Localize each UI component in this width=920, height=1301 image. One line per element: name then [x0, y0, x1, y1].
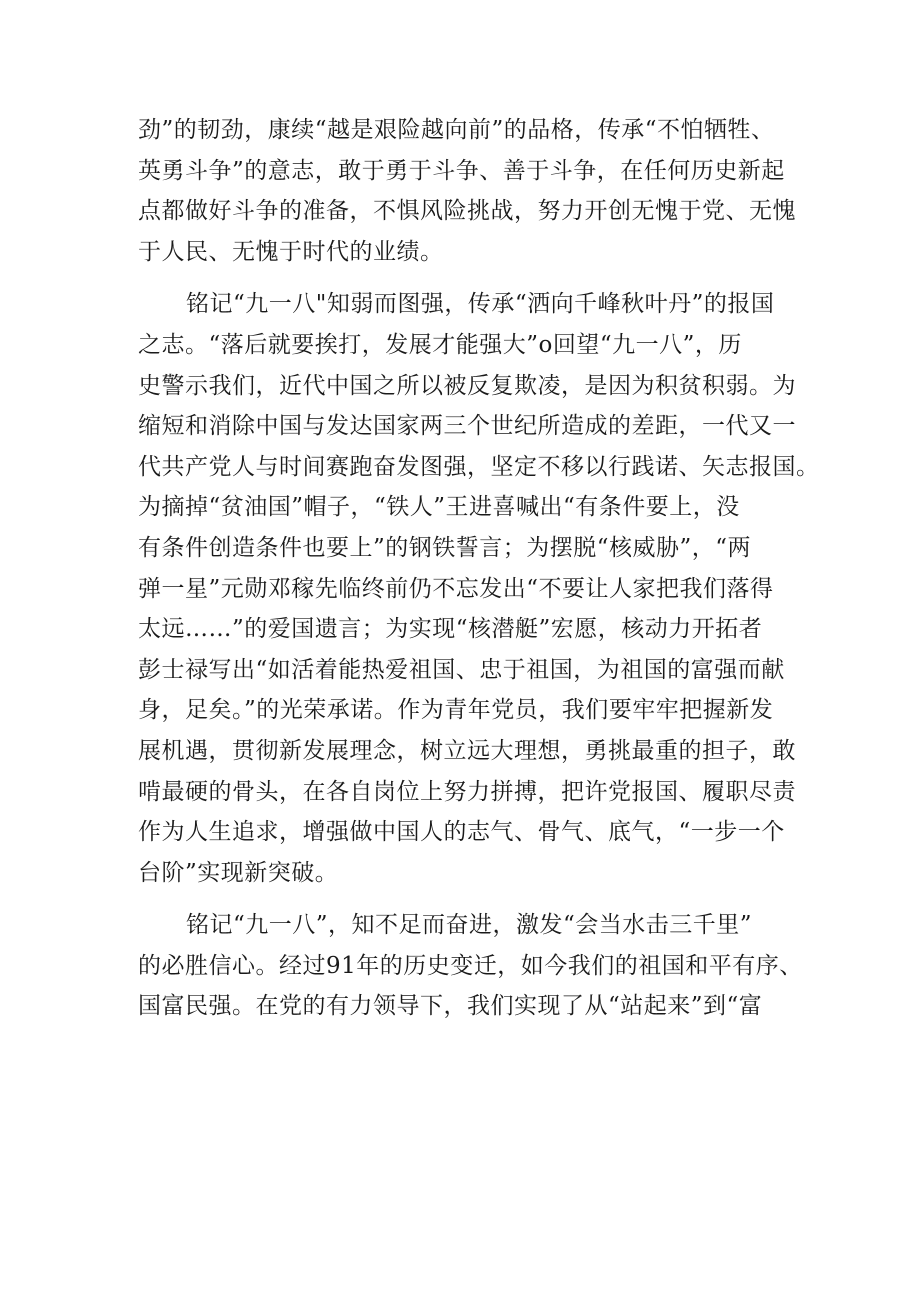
- text-line: 铭记“九一八"知弱而图强，传承“洒向千峰秋叶丹”的报国: [186, 291, 775, 318]
- text-line: 于人民、无愧于时代的业绩。: [138, 238, 444, 265]
- text-line: 点都做好斗争的准备，不惧风险挑战，努力开创无愧于党、无愧: [138, 198, 796, 225]
- text-line: 英勇斗争”的意志，敢于勇于斗争、善于斗争，在任何历史新起: [138, 157, 785, 184]
- text-line: 为摘掉“贫油国”帽子，“铁人”王进喜喊出“有条件要上，没: [138, 494, 740, 521]
- text-line: 缩短和消除中国与发达国家两三个世纪所造成的差距，一代又一: [138, 413, 796, 440]
- text-line: 有条件创造条件也要上”的钢铁誓言；为摆脱“核威胁”，“两: [138, 534, 752, 561]
- text-line: 之志。“落后就要挨打，发展才能强大”o回望“九一八”，历: [138, 331, 742, 358]
- text-line: 劲”的韧劲，康续“越是艰险越向前”的品格，传承“不怕牺牲、: [138, 117, 775, 143]
- document-body: [138, 110, 820, 1027]
- text-line: 弹一星”元勋邓稼先临终前仍不忘发出“不要让人家把我们落得: [138, 575, 774, 602]
- paragraph-3: [138, 905, 803, 1027]
- text-line: 啃最硬的骨头，在各自岗位上努力拼搏，把许党报国、履职尽责: [138, 778, 796, 805]
- text-line: 史警示我们，近代中国之所以被反复欺凌，是因为积贫积弱。为: [138, 372, 796, 399]
- paragraph-1: [138, 110, 798, 272]
- text-line: 身，足矣。”的光荣承诺。作为青年党员，我们要牢牢把握新发: [138, 697, 774, 724]
- text-line: 台阶”实现新突破。: [138, 859, 339, 886]
- paragraph-2: [138, 284, 820, 893]
- text-line: 铭记“九一八”，知不足而奋进，激发“会当水击三千里”: [186, 912, 753, 939]
- text-line: 代共产党人与时间赛跑奋发图强，坚定不移以行践诺、矢志报国。: [138, 453, 820, 480]
- text-line: 国富民强。在党的有力领导下，我们实现了从“站起来”到“富: [138, 993, 763, 1020]
- text-line: 作为人生追求，增强做中国人的志气、骨气、底气，“一步一个: [138, 819, 785, 846]
- text-line: 展机遇，贯彻新发展理念，树立远大理想，勇挑最重的担子，敢: [138, 737, 796, 764]
- text-line: 的必胜信心。经过91年的历史变迁，如今我们的祖国和平有序、: [138, 952, 803, 979]
- text-line: 彭士禄写出“如活着能热爱祖国、忠于祖国，为祖国的富强而献: [138, 656, 785, 683]
- text-line: 太远……”的爱国遗言；为实现“核潜艇”宏愿，核动力开拓者: [138, 616, 763, 643]
